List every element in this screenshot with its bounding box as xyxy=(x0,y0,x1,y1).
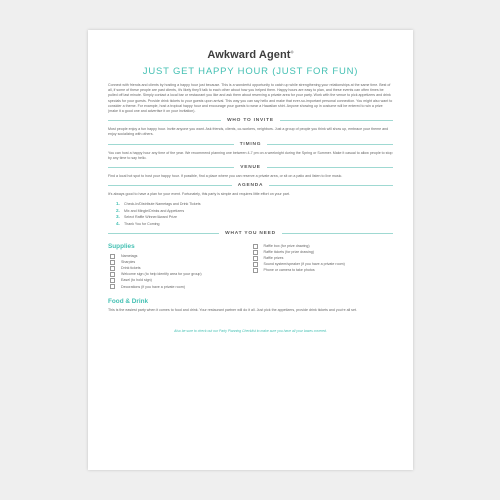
divider-line xyxy=(267,167,393,168)
section-heading-timing xyxy=(108,142,393,147)
checklist-label: Raffle prizes xyxy=(263,256,284,261)
agenda-label: Check-In/Distribute Nametags and Drink Tickets xyxy=(124,202,201,207)
checkbox[interactable] xyxy=(110,266,115,271)
agenda-label: Thank You for Coming xyxy=(124,221,160,226)
agenda-item xyxy=(116,221,393,227)
footer-note: Also be sure to check out our Party Planning Checklist to make sure you have all your bases covered. xyxy=(174,328,327,333)
food-drink-title: Food & Drink xyxy=(108,297,149,305)
agenda-number: 4. xyxy=(116,220,120,226)
divider-line xyxy=(108,185,232,186)
section-heading-label: TIMING xyxy=(239,141,262,147)
checkbox[interactable] xyxy=(110,272,115,277)
checkbox[interactable] xyxy=(110,260,115,265)
brand-logo xyxy=(108,49,393,61)
registered-mark: ® xyxy=(290,49,294,55)
agenda-number: 3. xyxy=(116,214,120,220)
checklist-label: Welcome sign (to help identify area for your group) xyxy=(121,272,202,277)
checkbox[interactable] xyxy=(253,262,258,267)
timing-paragraph: You can host a happy hour any time of the year. We recommend planning one between 4-7 pm on a weeknight during the Spring or Summer. Make it casual to allow people to stop by any time to say hello. xyxy=(108,150,393,160)
supplies-columns xyxy=(108,240,393,290)
checklist-label: Sound system/speaker (if you have a private room) xyxy=(263,262,345,267)
divider-line xyxy=(282,233,393,234)
agenda-paragraph: It's always good to have a plan for your event. Fortunately, this party is simple and requires little effort on your part. xyxy=(108,192,290,197)
divider-line xyxy=(108,120,221,121)
checkbox[interactable] xyxy=(253,256,258,261)
section-heading-label: WHO TO INVITE xyxy=(227,118,274,124)
divider-line xyxy=(269,185,393,186)
checklist-label: Drink tickets xyxy=(121,266,141,271)
intro-paragraph: Connect with friends and clients by hosting a happy hour just because. This is a wonderful opportunity to catch up while strengthening your relationships at the same time. Best of all, if some of these people are past clients, it's likely they'll talk to each other about how you helped them. Happy hours are easy to plan, and these events can often times be pulled off last minute. Simply contact a local bar or restaurant you like and ask them about reserving a private area for your party. Work with the venue to pick appetizers and drink specials for your guests. Provide drink tickets to your guests upon arrival. This way you can say hello and make that ever-so-important personal connection. You might also want to consider a theme. For example, host a tropical happy hour and encourage your guests to wear a Hawaiian shirt. Anyone showing up in costume will be entered to win a prize (make it a good one and advertise it on your invitation). xyxy=(108,83,393,114)
checkbox[interactable] xyxy=(110,278,115,283)
checklist-label: Raffle tickets (for prize drawing) xyxy=(263,250,314,255)
document-page xyxy=(88,30,413,470)
agenda-list xyxy=(116,201,393,227)
checklist-label: Raffle box (for prize drawing) xyxy=(263,244,310,249)
checklist-item xyxy=(251,267,394,273)
section-heading-venue xyxy=(108,165,393,170)
brand-logo-text: Awkward Agent xyxy=(207,49,291,61)
section-heading-who xyxy=(108,118,393,123)
page-title: JUST GET HAPPY HOUR (JUST FOR FUN) xyxy=(142,66,359,77)
divider-line xyxy=(108,167,234,168)
divider-line xyxy=(267,144,393,145)
checklist-label: Nametags xyxy=(121,254,138,259)
food-drink-paragraph: This is the easiest party when it comes to food and drink. Your restaurant partner will do it all. Just pick the appetizers, provide drink tickets and you're all set. xyxy=(108,307,357,312)
checkbox[interactable] xyxy=(253,268,258,273)
checklist-label: Easel (to hold sign) xyxy=(121,278,152,283)
checkbox[interactable] xyxy=(253,250,258,255)
checklist-label: Decorations (if you have a private room) xyxy=(121,284,185,289)
agenda-number: 2. xyxy=(116,207,120,213)
checklist-label: Phone or camera to take photos xyxy=(263,268,315,273)
agenda-number: 1. xyxy=(116,201,120,207)
divider-line xyxy=(108,144,234,145)
agenda-label: Select Raffle Winner/Award Prize xyxy=(124,215,177,220)
section-heading-agenda xyxy=(108,183,393,188)
section-heading-label: AGENDA xyxy=(237,183,264,189)
venue-paragraph: Find a local hot spot to host your happy hour. If possible, find a place where you can reserve a private area, or sit on a patio and listen to live music. xyxy=(108,174,343,179)
divider-line xyxy=(108,233,219,234)
supplies-title: Supplies xyxy=(108,243,135,251)
supplies-left-column xyxy=(108,240,251,290)
section-heading-label: VENUE xyxy=(240,165,261,171)
section-heading-need xyxy=(108,231,393,236)
section-heading-label: WHAT YOU NEED xyxy=(225,231,276,237)
supplies-right-column xyxy=(251,240,394,290)
checkbox[interactable] xyxy=(110,284,115,289)
checklist-label: Sharpies xyxy=(121,260,136,265)
checkbox[interactable] xyxy=(253,244,258,249)
checklist-item xyxy=(108,284,251,290)
divider-line xyxy=(280,120,393,121)
who-paragraph: Most people enjoy a fun happy hour. Invite anyone you want. Ask friends, clients, co-workers, neighbors. Just a group of people you think will show up, embrace your theme and enjoy socializing with others. xyxy=(108,127,389,137)
agenda-label: Mix and Mingle/Drinks and Appetizers xyxy=(124,208,185,213)
checkbox[interactable] xyxy=(110,254,115,259)
